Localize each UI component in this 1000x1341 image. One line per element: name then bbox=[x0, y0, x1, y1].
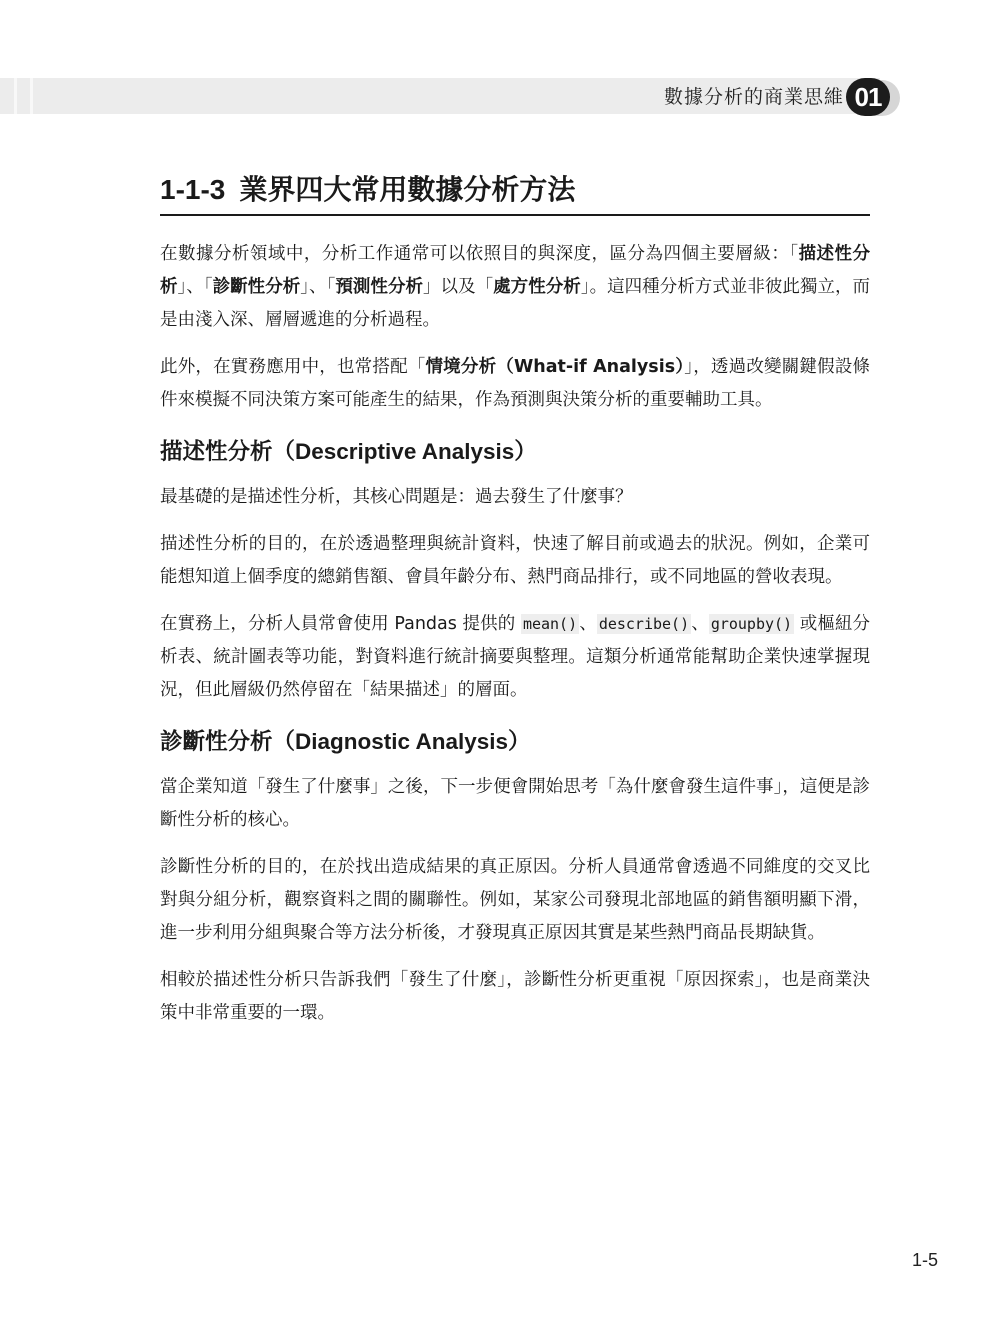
text-run: 」、「 bbox=[300, 277, 336, 297]
text-run: 、 bbox=[579, 614, 597, 634]
term-diagnostic: 診斷性分析 bbox=[212, 277, 301, 297]
descriptive-paragraph-2: 描述性分析的目的，在於透過整理與統計資料，快速了解目前或過去的狀況。例如，企業可能想知道上個季度的總銷售額、會員年齡分布、熱門商品排行，或不同地區的營收表現。 bbox=[160, 534, 870, 587]
term-predictive: 預測性分析 bbox=[335, 277, 424, 297]
section-title bbox=[160, 170, 870, 216]
heading-zh: 描述性分析（ bbox=[160, 439, 296, 465]
section-title-text: 業界四大常用數據分析方法 bbox=[239, 173, 576, 206]
chapter-title: 數據分析的商業思維 bbox=[663, 86, 844, 108]
header-stripe bbox=[14, 78, 17, 114]
section-number: 1-1-3 bbox=[160, 174, 226, 205]
heading-end: ） bbox=[514, 439, 537, 465]
intro-paragraph-2 bbox=[160, 351, 870, 417]
diagnostic-paragraph-1: 當企業知道「發生了什麼事」之後，下一步便會開始思考「為什麼會發生這件事」，這便是診斷性分析的核心。 bbox=[160, 777, 870, 830]
page-content bbox=[160, 170, 870, 1044]
diagnostic-paragraph-3: 相較於描述性分析只告訴我們「發生了什麼」，診斷性分析更重視「原因探索」，也是商業決策中非常重要的一環。 bbox=[160, 970, 870, 1023]
text-run: 」、「 bbox=[177, 277, 213, 297]
text-run: 此外，在實務應用中，也常搭配「 bbox=[160, 357, 426, 377]
heading-en: Descriptive Analysis bbox=[295, 439, 515, 464]
heading-zh: 診斷性分析（ bbox=[160, 729, 296, 755]
heading-en: Diagnostic Analysis bbox=[295, 729, 508, 754]
descriptive-paragraph-3 bbox=[160, 608, 870, 707]
text-run: 」，透過改變關鍵假設條件來模擬不同決策方案可能產生的結果，作為預測與決策分析的重要輔助工具。 bbox=[160, 357, 871, 410]
code-mean: mean() bbox=[522, 615, 578, 633]
descriptive-paragraph-1: 最基礎的是描述性分析，其核心問題是：過去發生了什麼事？ bbox=[160, 487, 633, 507]
term-prescriptive: 處方性分析 bbox=[493, 277, 581, 297]
page-number: 1-5 bbox=[912, 1250, 939, 1270]
text-run: 在數據分析領域中，分析工作通常可以依照目的與深度，區分為四個主要層級：「 bbox=[160, 244, 799, 264]
diagnostic-paragraph-2: 診斷性分析的目的，在於找出造成結果的真正原因。分析人員通常會透過不同維度的交叉比對與分組分析，觀察資料之間的關聯性。例如，某家公司發現北部地區的銷售額明顯下滑，進一步利用分組與聚合等方法分析後，才發現真正原因其實是某些熱門商品長期缺貨。 bbox=[160, 857, 870, 943]
code-groupby: groupby() bbox=[710, 615, 793, 633]
intro-paragraph-1 bbox=[160, 238, 870, 337]
heading-end: ） bbox=[508, 729, 531, 755]
term-what-if: 情境分析（What-if Analysis） bbox=[425, 357, 685, 377]
text-run: 在實務上，分析人員常會使用 Pandas 提供的 bbox=[160, 614, 521, 634]
diagnostic-heading bbox=[160, 725, 870, 759]
term-descriptive: 描述性分析 bbox=[160, 244, 871, 297]
header-stripe bbox=[30, 78, 33, 114]
code-describe: describe() bbox=[598, 615, 690, 633]
text-run: 」。這四種分析方式並非彼此獨立，而是由淺入深、層層遞進的分析過程。 bbox=[160, 277, 871, 330]
text-run: 或樞紐分析表、統計圖表等功能，對資料進行統計摘要與整理。這類分析通常能幫助企業快速掌握現況，但此層級仍然停留在「結果描述」的層面。 bbox=[160, 614, 871, 700]
text-run: 、 bbox=[691, 614, 709, 634]
chapter-number-badge: 01 bbox=[846, 78, 890, 116]
descriptive-heading bbox=[160, 435, 870, 469]
text-run: 」以及「 bbox=[423, 277, 494, 297]
